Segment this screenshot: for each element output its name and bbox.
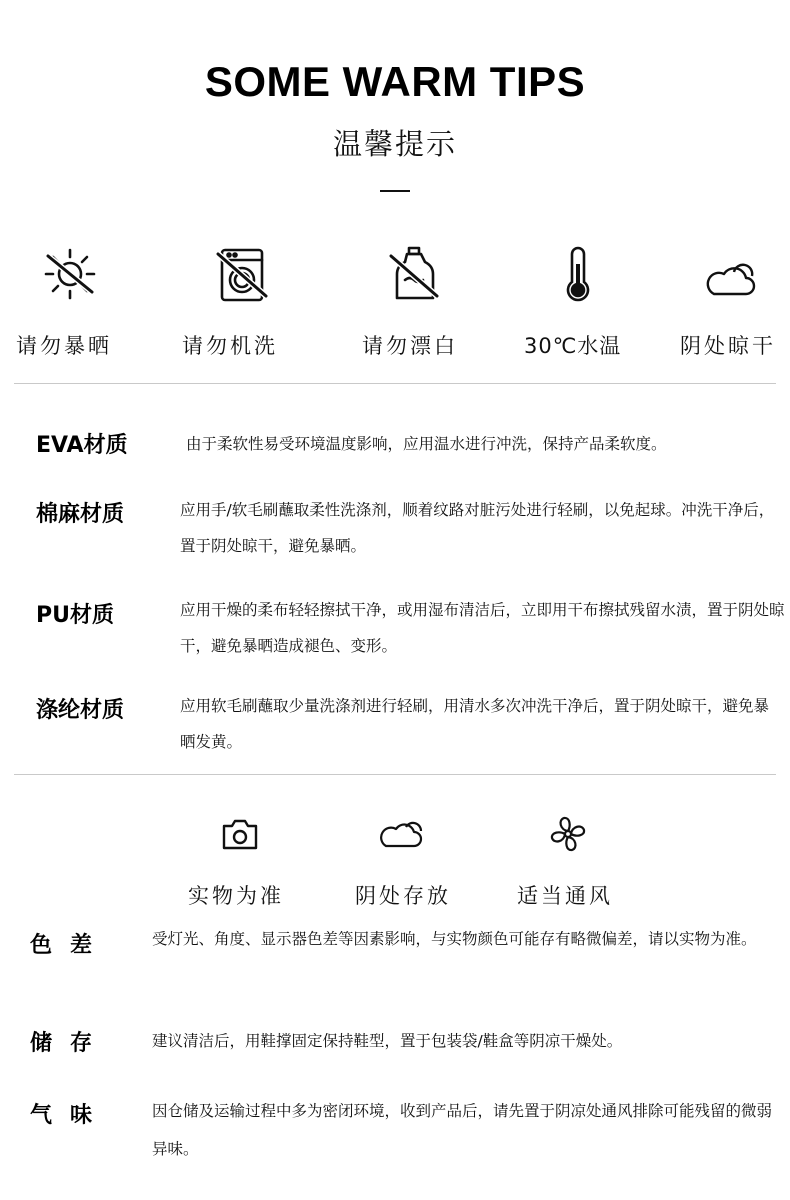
material-label-eva: EVA材质 <box>36 433 128 458</box>
section-divider <box>14 774 776 775</box>
cloud-icon <box>700 250 760 310</box>
title-divider <box>380 190 410 192</box>
thermometer-icon <box>548 244 608 304</box>
material-text-pu: 应用干燥的柔布轻轻擦拭干净，或用湿布清洁后，立即用干布擦拭残留水渍，置于阴处晾干，避免暴晒造成褪色、变形。 <box>180 601 785 655</box>
cloud-icon <box>380 812 424 856</box>
store-label-ventilation: 适当通风 <box>517 884 613 908</box>
note-text-odor: 因仓储及运输过程中多为密闭环境，收到产品后，请先置于阴凉处通风排除可能残留的微弱异味。 <box>152 1102 773 1158</box>
note-text-color-diff: 受灯光、角度、显示器色差等因素影响，与实物颜色可能存有略微偏差，请以实物为准。 <box>152 930 757 948</box>
no-bleach-icon <box>383 244 443 304</box>
camera-icon <box>218 812 262 856</box>
page-title: SOME WARM TIPS <box>204 58 586 105</box>
note-label-color-diff: 色差 <box>30 933 111 958</box>
section-divider <box>14 383 776 384</box>
care-label-shade-dry: 阴处晾干 <box>680 334 776 358</box>
care-label-no-sun: 请勿暴晒 <box>16 334 112 358</box>
care-label-no-machine-wash: 请勿机洗 <box>182 334 278 358</box>
material-text-cotton-linen: 应用手/软毛刷蘸取柔性洗涤剂，顺着纹路对脏污处进行轻刷，以免起球。冲洗干净后，置于阴处晾干，避免暴晒。 <box>180 501 775 555</box>
store-label-actual-product: 实物为准 <box>188 884 284 908</box>
material-label-polyester: 涤纶材质 <box>36 698 125 723</box>
page-subtitle: 温馨提示 <box>332 127 457 161</box>
fan-icon <box>546 812 590 856</box>
note-text-storage: 建议清洁后，用鞋撑固定保持鞋型，置于包装袋/鞋盒等阴凉干燥处。 <box>152 1032 623 1050</box>
care-label-water-temp: 30℃水温 <box>524 334 622 358</box>
note-label-storage: 储存 <box>30 1031 111 1056</box>
care-label-no-bleach: 请勿漂白 <box>362 334 458 358</box>
no-machine-wash-icon <box>212 244 272 304</box>
store-label-shade-storage: 阴处存放 <box>355 884 451 908</box>
material-label-cotton-linen: 棉麻材质 <box>36 502 125 527</box>
material-text-polyester: 应用软毛刷蘸取少量洗涤剂进行轻刷，用清水多次冲洗干净后，置于阴处晾干，避免暴晒发黄。 <box>180 697 770 751</box>
no-sun-icon <box>40 244 100 304</box>
note-label-odor: 气味 <box>30 1103 111 1128</box>
material-text-eva: 由于柔软性易受环境温度影响，应用温水进行冲洗，保持产品柔软度。 <box>186 435 667 453</box>
material-label-pu: PU材质 <box>36 603 114 628</box>
